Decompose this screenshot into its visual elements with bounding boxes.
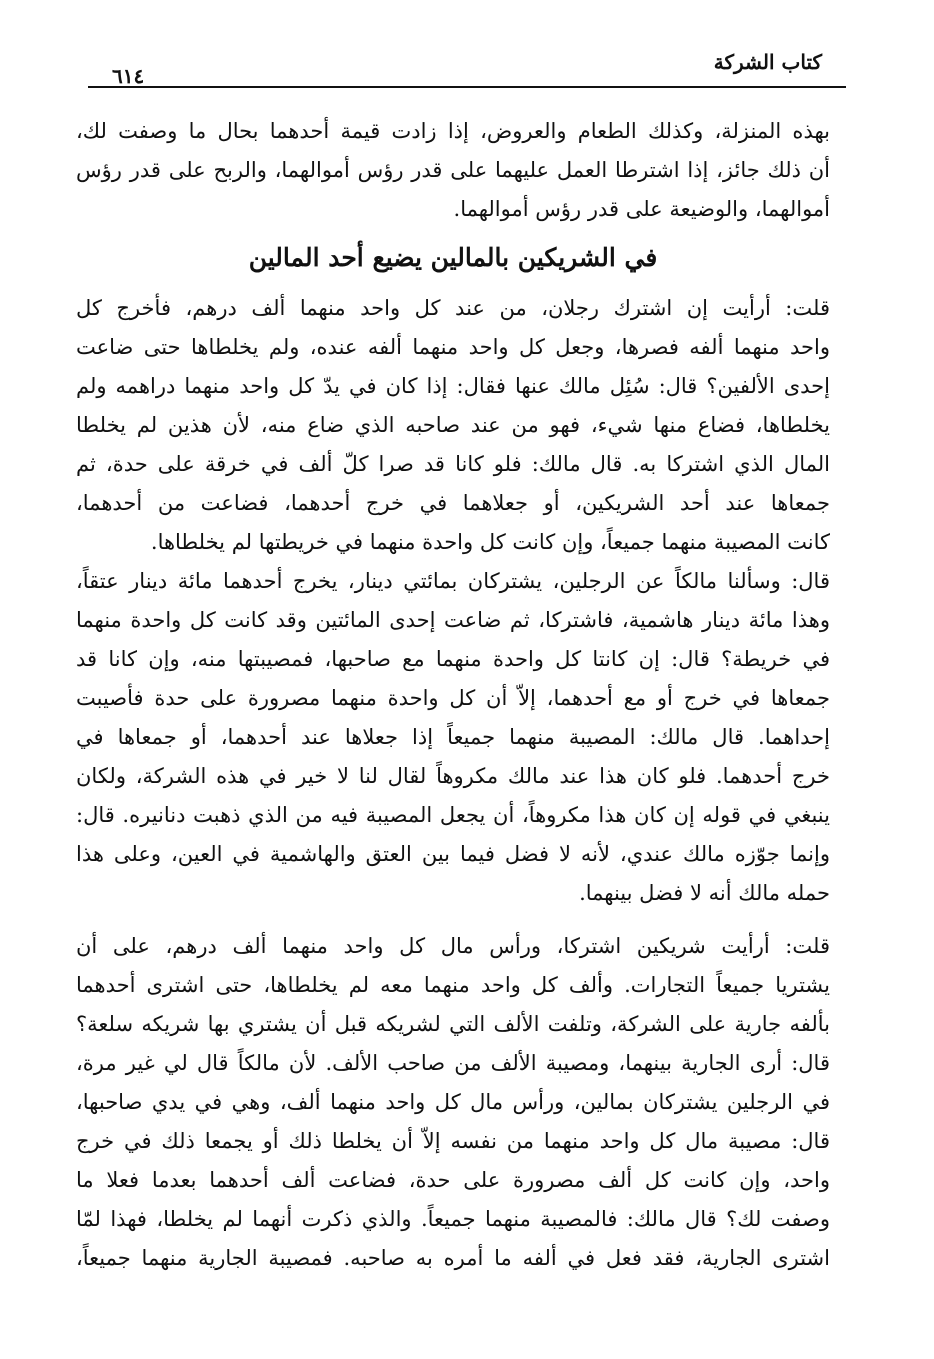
text-line: إحداهما. قال مالك: المصيبة منهما جميعاً إذا جعلاها عند أحدهما، أو جمعاها في: [76, 725, 830, 749]
text-line: كانت المصيبة منهما جميعاً، وإن كانت كل واحدة منهما في خريطتها لم يخلطاها.: [150, 530, 830, 554]
text-line: قال: وسألنا مالكاً عن الرجلين، يشتركان بمائتي دينار، يخرج أحدهما مائة دينار عتقاً،: [76, 569, 830, 593]
text-line: يشتريا جميعاً التجارات. وألف كل واحد منهما معه لم يخلطاها، حتى اشترى أحدهما: [76, 973, 830, 997]
text-line: جمعاها عند أحد الشريكين، أو جعلاهما في خرج أحدهما، فضاعت من أحدهما،: [76, 491, 830, 515]
text-line: بهذه المنزلة، وكذلك الطعام والعروض، إذا زادت قيمة أحدهما بحال ما وصفت لك،: [76, 119, 830, 143]
text-line: وصفت لك؟ قال مالك: فالمصيبة منهما جميعاً. والذي ذكرت أنهما لم يخلطا، فهذا لمّا: [76, 1207, 830, 1231]
text-line: إحدى الألفين؟ قال: سُئِل مالك عنها فقال: إذا كان في يدّ كل واحد منهما دراهمه ولم: [76, 374, 830, 398]
section-heading: في الشريكين بالمالين يضيع أحد المالين: [248, 243, 658, 272]
text-line: اشترى الجارية، فقد فعل في ألفه ما أمره به صاحبه. فمصيبة الجارية منهما جميعاً،: [76, 1246, 830, 1270]
text-line: واحد منهما ألفه فصرها، وجعل كل واحد منهما ألفه عنده، ولم يخلطاها حتى ضاعت: [76, 335, 830, 359]
page-number: ٦١٤: [112, 64, 145, 88]
text-line: واحد، وإن كانت كل ألف مصرورة على حدة، فضاعت ألف أحدهما بعدما فعلا ما: [76, 1168, 830, 1192]
text-line: حمله مالك أنه لا فضل بينهما.: [579, 881, 830, 905]
page-body: [76, 112, 830, 1278]
text-line: قلت: أرأيت شريكين اشتركا، ورأس مال كل واحد منهما ألف درهم، على أن: [76, 934, 830, 958]
text-line: خرج أحدهما. فلو كان هذا عند مالك مكروهاً لقال لنا لا خير في هذه الشركة، ولكان: [76, 764, 830, 788]
text-line: قال: أرى الجارية بينهما، ومصيبة الألف من صاحب الألف. لأن مالكاً قال لي غير مرة،: [76, 1051, 830, 1075]
text-line: أموالهما، والوضيعة على قدر رؤس أموالهما.: [453, 197, 830, 221]
paragraph-gap: [76, 913, 830, 927]
intro-paragraph: [76, 112, 830, 229]
text-line: أن ذلك جائز، إذا اشترطا العمل عليهما على قدر رؤس أموالهما، والربح على قدر رؤس: [76, 158, 830, 182]
paragraph-2: [76, 927, 830, 1278]
text-line: ينبغي في قوله إن كان هذا مكروهاً، أن يجعل المصيبة فيه من الذي ذهبت دنانيره. قال:: [76, 803, 830, 827]
running-title: كتاب الشركة: [713, 50, 822, 74]
text-line: وهذا مائة دينار هاشمية، فاشتركا، ثم ضاعت إحدى المائتين وقد كانت كل واحدة منهما: [76, 608, 830, 632]
paragraph-1: [76, 289, 830, 913]
text-line: قال: مصيبة مال كل واحد منهما من نفسه إلاّ أن يخلطا ذلك أو يجمعا ذلك في خرج: [76, 1129, 830, 1153]
text-line: في الرجلين يشتركان بمالين، ورأس مال كل واحد منهما ألف، وهي في يدي صاحبها،: [76, 1090, 830, 1114]
text-line: يخلطاها، فضاع منها شيء، فهو من عند صاحبه الذي ضاع منه، لأن هذين لم يخلطا: [76, 413, 830, 437]
text-line: قلت: أرأيت إن اشترك رجلان، من عند كل واحد منهما ألف درهم، فأخرج كل: [76, 296, 830, 320]
text-line: في خريطة؟ قال: إن كانتا كل واحدة منهما مع صاحبها، فمصيبتها منه، وإن كانا قد: [76, 647, 830, 671]
header-rule: [88, 86, 846, 88]
text-line: بألفه جارية على الشركة، وتلفت الألف التي لشريكه قبل أن يشتري بها شريكه سلعة؟: [76, 1012, 830, 1036]
text-line: جمعاها في خرج أو مع أحدهما، إلاّ أن كل واحدة منهما مصرورة على حدة فأصيبت: [76, 686, 830, 710]
text-line: وإنما جوّزه مالك عندي، لأنه لا فضل فيما بين العتق والهاشمية في العين، وعلى هذا: [76, 842, 830, 866]
text-line: المال الذي اشتركا به. قال مالك: فلو كانا قد صرا كلّ ألف في خرقة على حدة، ثم: [76, 452, 830, 476]
